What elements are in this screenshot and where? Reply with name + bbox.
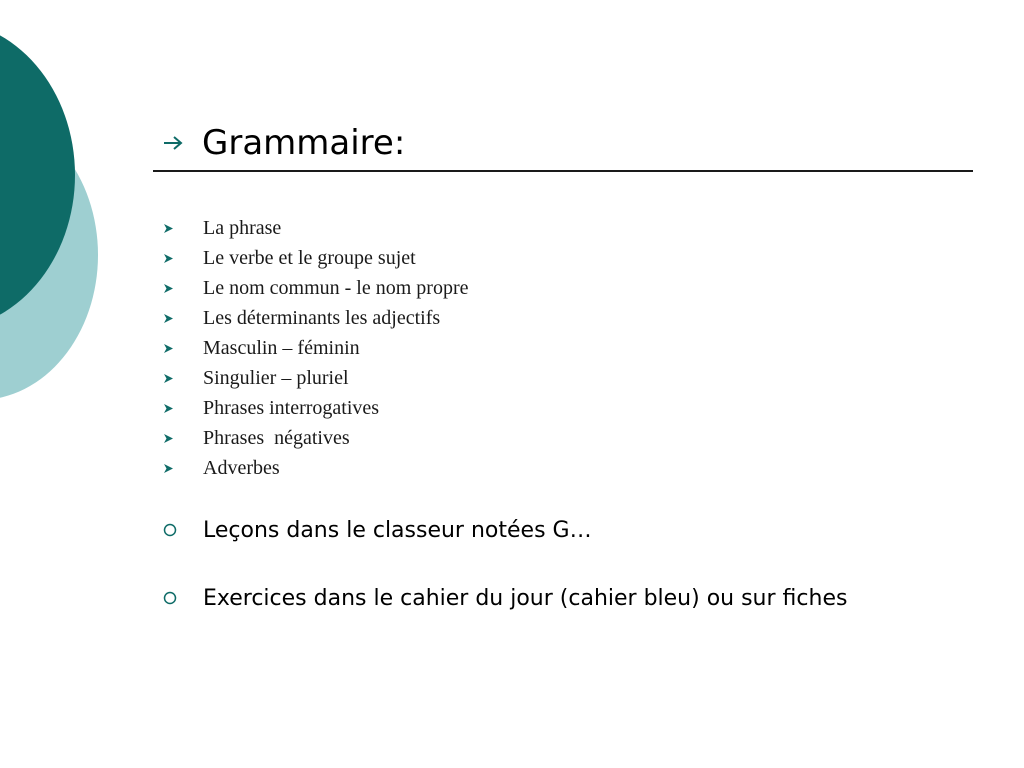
topic-text: Phrases interrogatives <box>203 396 380 419</box>
chevron-bullet-icon <box>163 252 203 264</box>
title-row <box>162 120 405 166</box>
topic-item <box>163 273 469 303</box>
topic-text: Le verbe et le groupe sujet <box>203 246 416 269</box>
note-item <box>163 580 847 616</box>
title-divider <box>153 170 973 172</box>
chevron-bullet-icon <box>163 222 203 234</box>
topic-text: Singulier – pluriel <box>203 366 349 389</box>
topic-item <box>163 453 469 483</box>
topic-text: Phrases négatives <box>203 426 350 449</box>
topic-text: Les déterminants les adjectifs <box>203 306 441 329</box>
chevron-bullet-icon <box>163 432 203 444</box>
note-text: Leçons dans le classeur notées G… <box>203 517 592 543</box>
slide-title: Grammaire: <box>202 123 406 163</box>
circle-bullet-icon <box>163 590 203 606</box>
chevron-bullet-icon <box>163 282 203 294</box>
topic-item <box>163 333 469 363</box>
chevron-bullet-icon <box>163 402 203 414</box>
topic-text: Adverbes <box>203 456 280 479</box>
topic-item <box>163 393 469 423</box>
topic-text: Masculin – féminin <box>203 336 360 359</box>
notes-list <box>163 512 847 648</box>
topic-text: Le nom commun - le nom propre <box>203 276 469 299</box>
note-text: Exercices dans le cahier du jour (cahier bleu) ou sur fiches <box>203 585 848 611</box>
topic-item <box>163 363 469 393</box>
topic-list <box>163 213 469 483</box>
topic-item <box>163 213 469 243</box>
chevron-bullet-icon <box>163 372 203 384</box>
topic-item <box>163 423 469 453</box>
right-arrow-icon <box>162 131 202 155</box>
topic-item <box>163 303 469 333</box>
chevron-bullet-icon <box>163 462 203 474</box>
chevron-bullet-icon <box>163 312 203 324</box>
topic-item <box>163 243 469 273</box>
circle-bullet-icon <box>163 522 203 538</box>
chevron-bullet-icon <box>163 342 203 354</box>
topic-text: La phrase <box>203 216 282 239</box>
note-item <box>163 512 847 548</box>
